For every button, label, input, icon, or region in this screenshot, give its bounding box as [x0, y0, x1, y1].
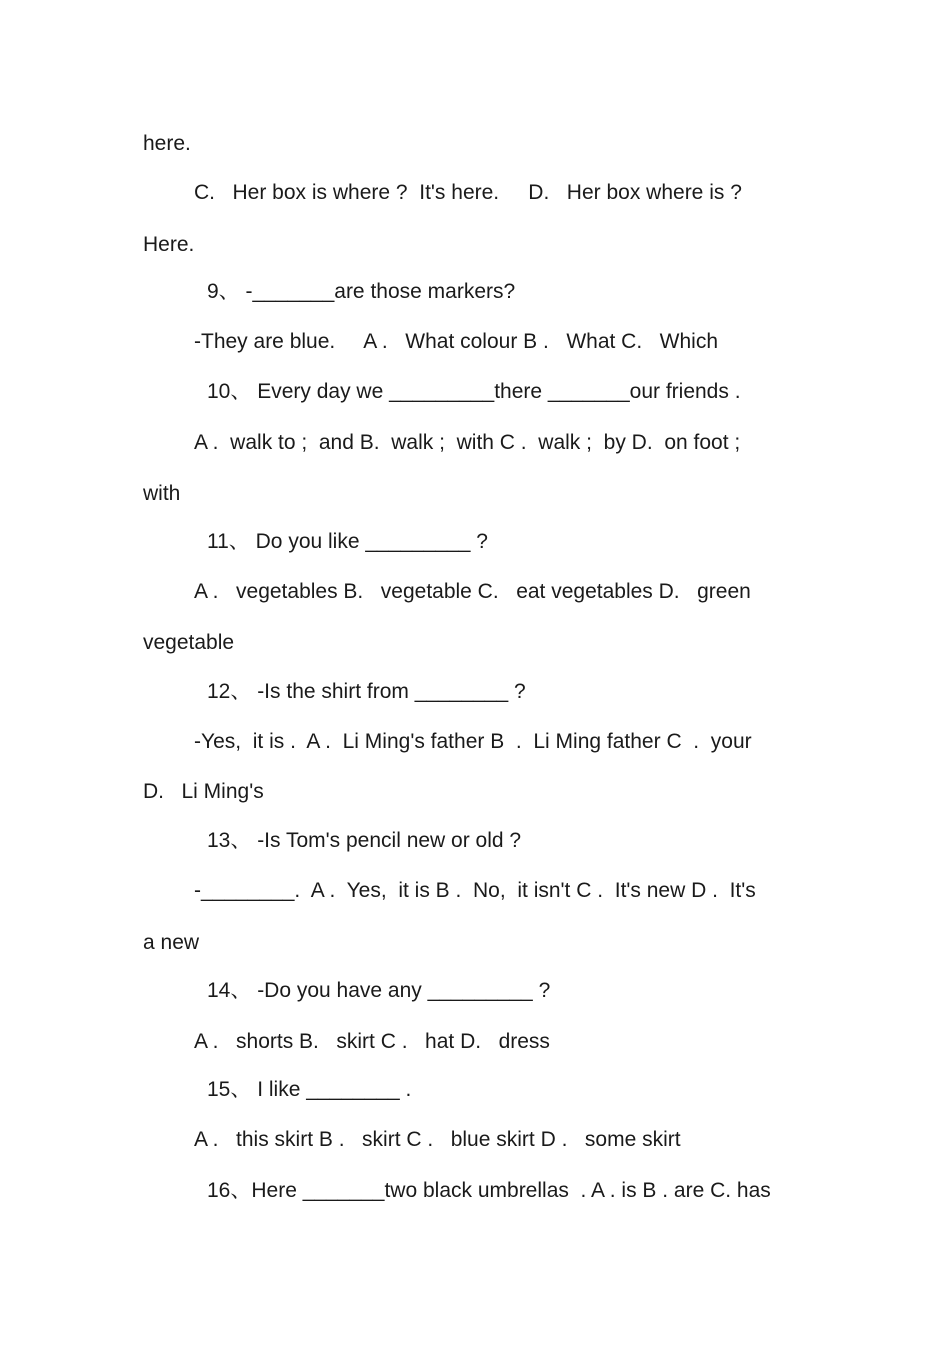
options-9: -They are blue. A . What colour B . What C. Which [194, 330, 719, 353]
question-15: 15、 I like ________ . [207, 1078, 412, 1101]
text-line: D. Li Ming's [143, 780, 264, 803]
options-14: A . shorts B. skirt C . hat D. dress [194, 1030, 550, 1053]
options-12: -Yes, it is . A . Li Ming's father B . Li Ming father C . your [194, 730, 752, 753]
options-13: -________. A . Yes, it is B . No, it isn't C . It's new D . It's [194, 879, 756, 902]
options-10: A . walk to ; and B. walk ; with C . walk ; by D. on foot ; [194, 431, 741, 454]
question-12: 12、 -Is the shirt from ________ ? [207, 680, 526, 703]
text-line: here. [143, 132, 191, 155]
question-14: 14、 -Do you have any _________ ? [207, 979, 551, 1002]
options-15: A . this skirt B . skirt C . blue skirt D . some skirt [194, 1128, 681, 1151]
question-10: 10、 Every day we _________there _______our friends . [207, 380, 741, 403]
question-13: 13、 -Is Tom's pencil new or old ? [207, 829, 522, 852]
text-line: Here. [143, 233, 195, 256]
text-line: C. Her box is where ? It's here. D. Her box where is ? [194, 181, 742, 204]
text-line: a new [143, 931, 200, 954]
text-line: with [143, 482, 181, 505]
question-11: 11、 Do you like _________ ? [207, 530, 488, 553]
text-line: vegetable [143, 631, 235, 654]
options-11: A . vegetables B. vegetable C. eat vegetables D. green [194, 580, 751, 603]
question-16: 16、Here _______two black umbrellas . A . is B . are C. has [207, 1179, 771, 1202]
question-9: 9、 -_______are those markers? [207, 280, 516, 303]
